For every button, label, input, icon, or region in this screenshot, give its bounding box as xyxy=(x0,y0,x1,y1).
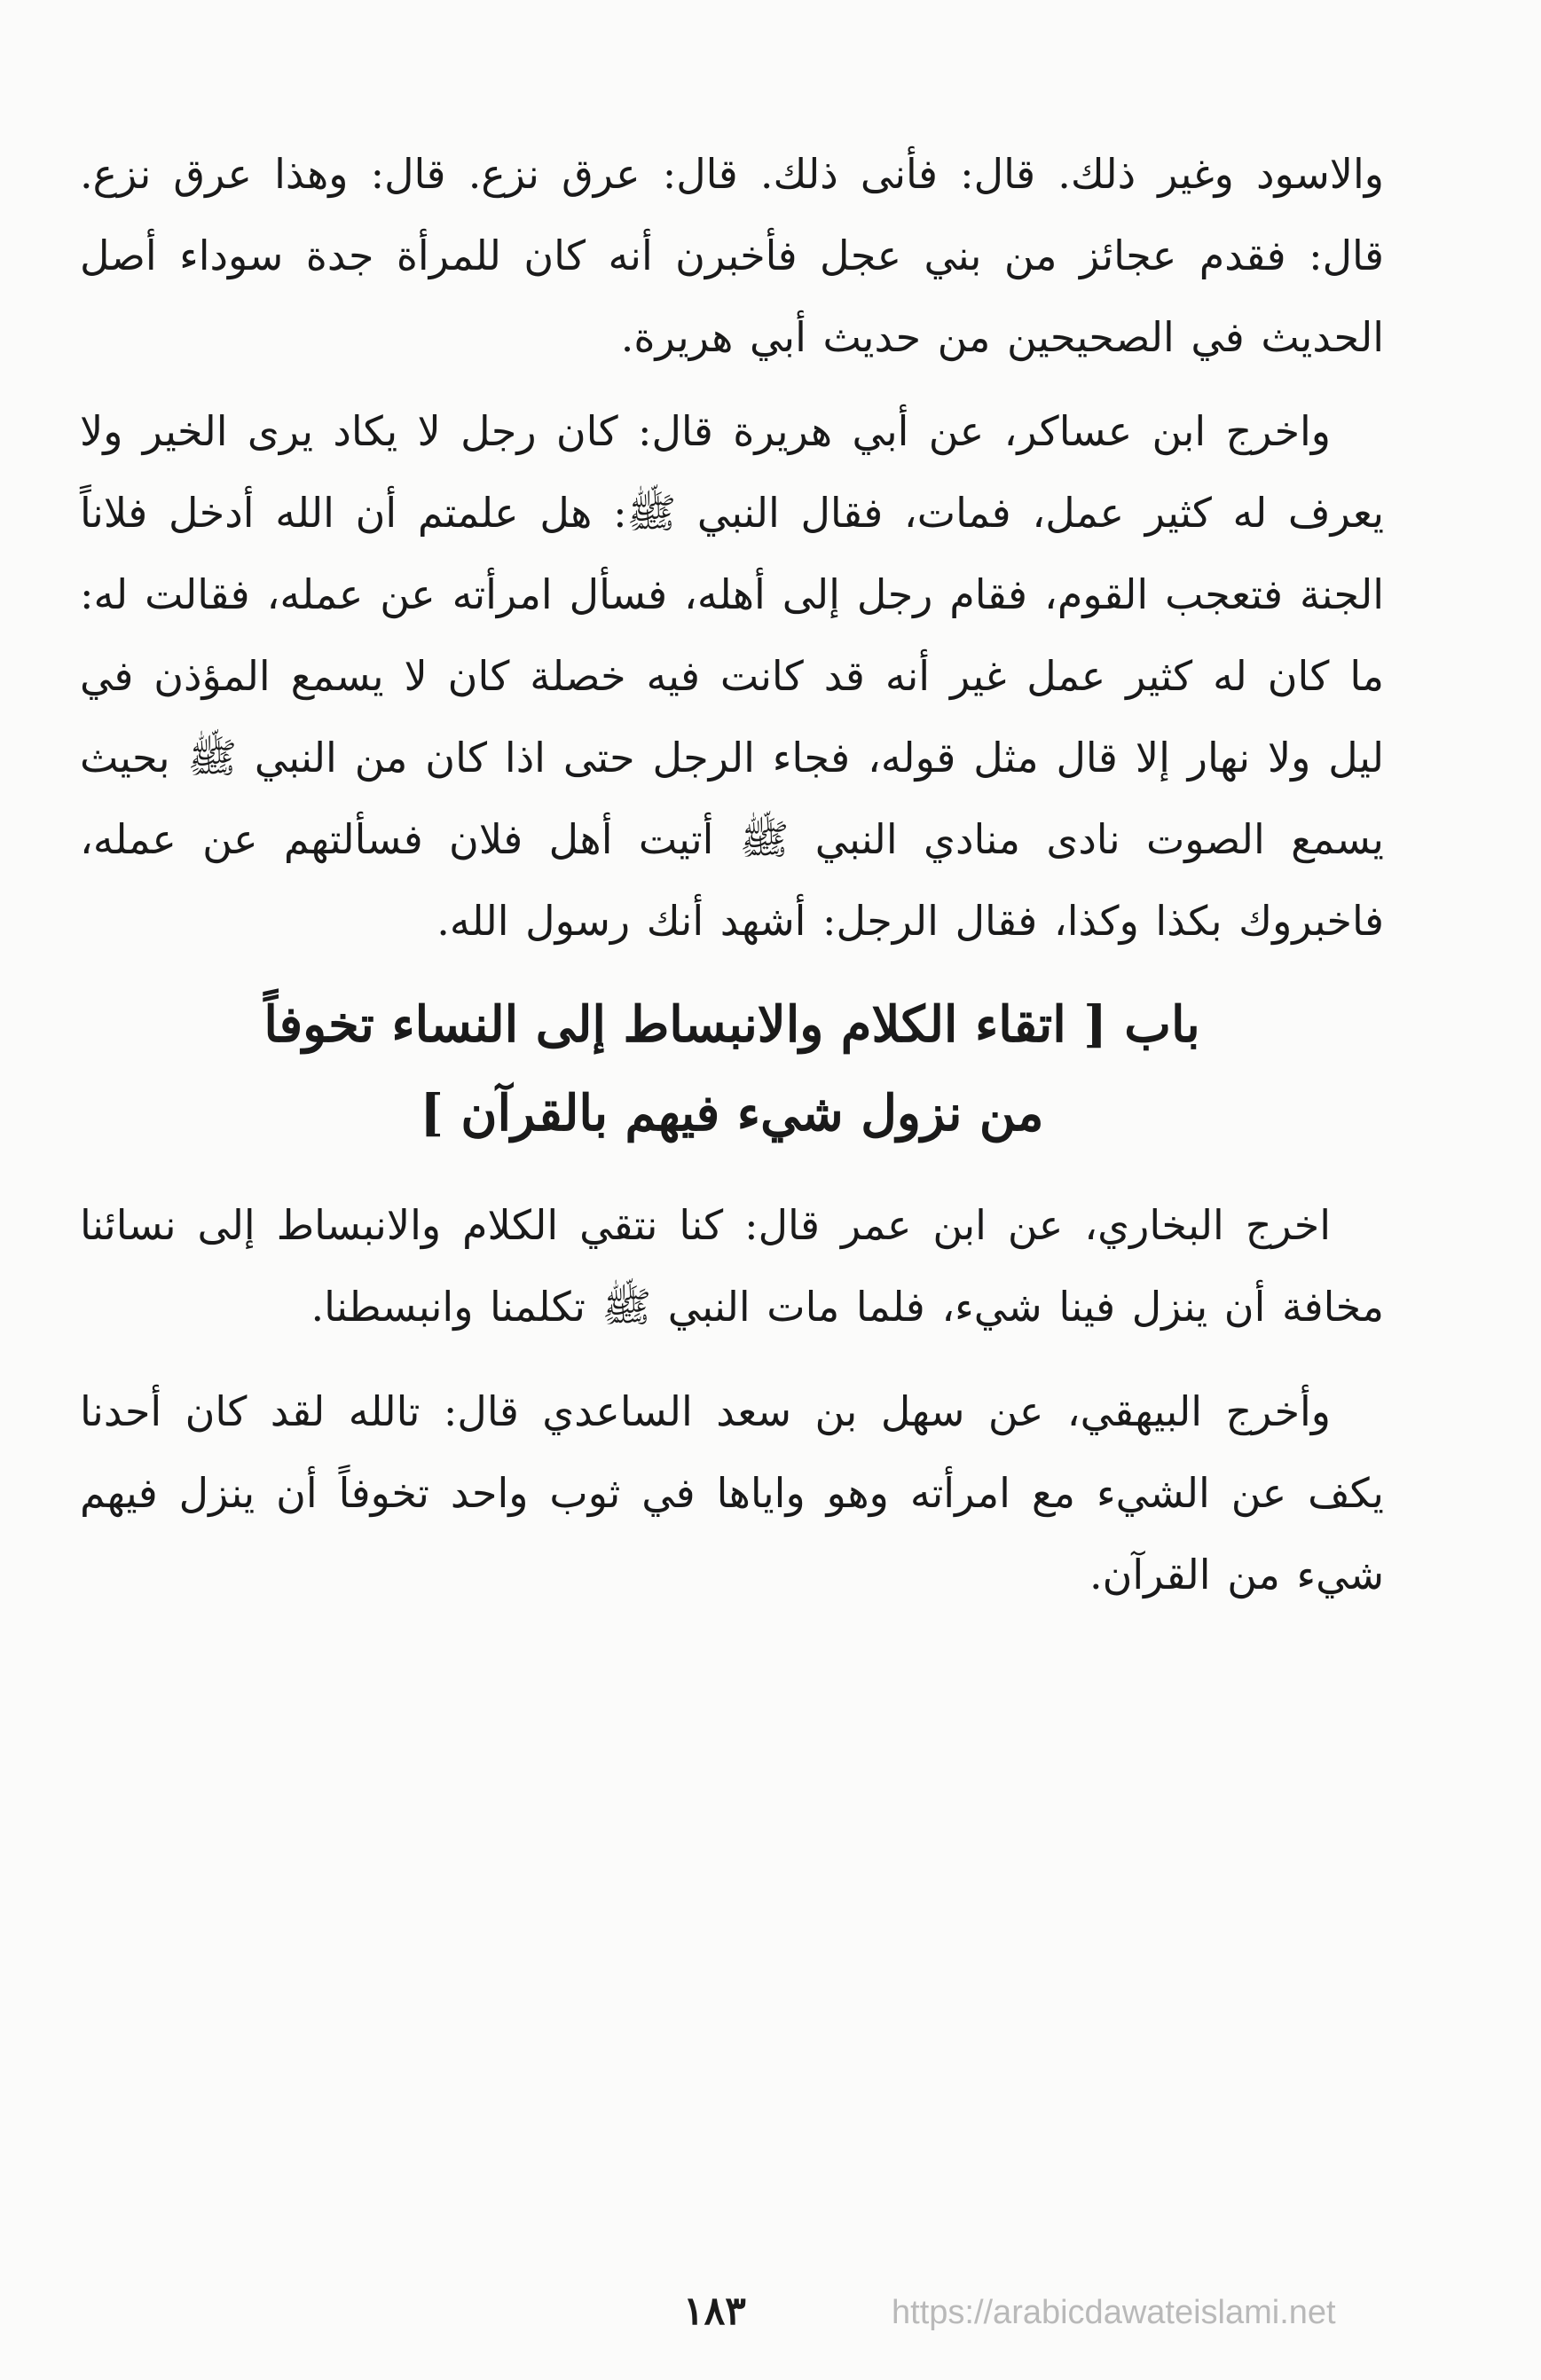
page-number: ١٨٣ xyxy=(683,2289,746,2334)
watermark-url: https://arabicdawateislami.net xyxy=(892,2294,1336,2331)
paragraph-bukhari: اخرج البخاري، عن ابن عمر قال: كنا نتقي الكلام والانبساط إلى نسائنا مخافة أن ينزل فينا شيء، فلما مات النبي ﷺ تكلمنا وانبسطنا. xyxy=(80,1201,1384,1331)
paragraph-continuation: والاسود وغير ذلك. قال: فأنى ذلك. قال: عرق نزع. قال: وهذا عرق نزع. قال: فقدم عجائز من بني عجل فأخبرن أنه كان للمرأة جدة سوداء أصل الحديث في الصحيحين من حديث أبي هريرة. xyxy=(80,150,1384,361)
paragraph-bayhaqi: وأخرج البيهقي، عن سهل بن سعد الساعدي قال: تالله لقد كان أحدنا يكف عن الشيء مع امرأته وهو واياها في ثوب واحد تخوفاً أن ينزل فيهم شيء من القرآن. xyxy=(80,1387,1384,1598)
chapter-heading-line-1: باب [ اتقاء الكلام والانبساط إلى النساء تخوفاً xyxy=(263,995,1200,1054)
chapter-heading-line-2: من نزول شيء فيهم بالقرآن ] xyxy=(420,1084,1044,1143)
chapter-heading xyxy=(80,980,1384,1158)
page-footer xyxy=(80,2289,1384,2342)
paragraph-ibn-asakir: واخرج ابن عساكر، عن أبي هريرة قال: كان رجل لا يكاد يرى الخير ولا يعرف له كثير عمل، فمات، فقال النبي ﷺ: هل علمتم أن الله أدخل فلاناً الجنة فتعجب القوم، فقام رجل إلى أهله، فسأل امرأته عن عمله، فقالت له: ما كان له كثير عمل غير أنه قد كانت فيه خصلة كان لا يسمع المؤذن في ليل ولا نهار إلا قال مثل قوله، فجاء الرجل حتى اذا كان من النبي ﷺ بحيث يسمع الصوت نادى منادي النبي ﷺ أتيت أهل فلان فسألتهم عن عمله، فاخبروك بكذا وكذا، فقال الرجل: أشهد أنك رسول الله. xyxy=(80,407,1384,945)
document-page xyxy=(80,133,1384,2334)
